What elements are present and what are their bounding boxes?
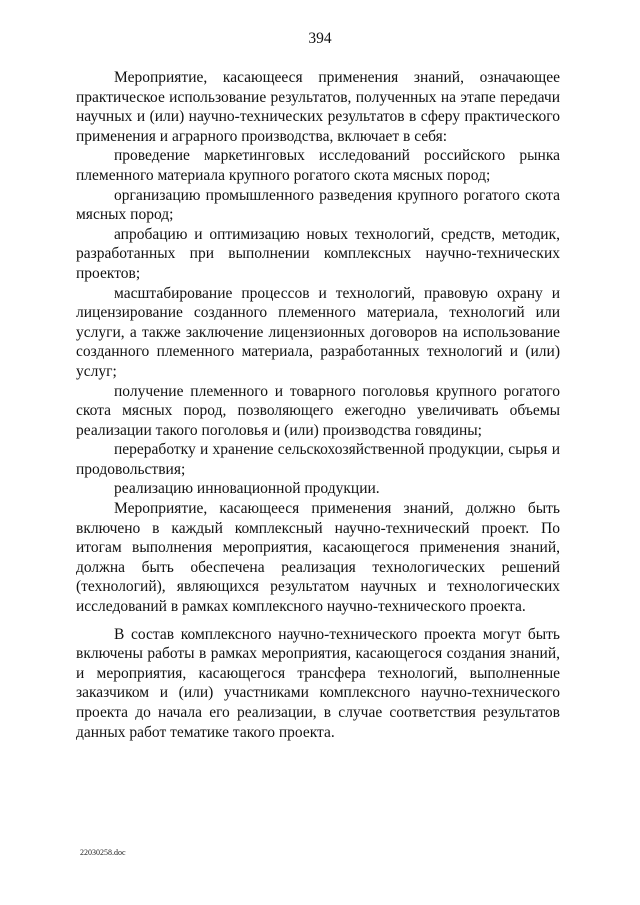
list-item-scaling-licensing: масштабирование процессов и технологий, правовую охрану и лицензирование созданного племенного материала, технологий или услуги, а также заключение лицензионных договоров на использование созданного племенного материала, разработанных технологий и (или) услуг; (76, 284, 560, 380)
list-item-innovative-products: реализацию инновационной продукции. (114, 480, 380, 498)
document-body (76, 68, 560, 742)
paragraph-project-composition: В состав комплексного научно-технического проекта могут быть включены работы в рамках мероприятия, касающегося создания знаний, и мероприятия, касающегося трансфера технологий, выполненные заказчиком и (или) участниками комплексного научно-технического проекта до начала его реализации, в случае соответствия результатов данных работ тематике такого проекта. (76, 625, 560, 741)
paragraph-inclusion-requirement: Мероприятие, касающееся применения знаний, должно быть включено в каждый комплексный научно-технический проект. По итогам выполнения мероприятия, касающегося применения знаний, должна быть обеспечена реализация технологических решений (технологий), являющихся результатом научных и технологических исследований в рамках комплексного научно-технического проекта. (76, 500, 560, 616)
list-item-industrial-breeding: организацию промышленного разведения крупного рогатого скота мясных пород; (76, 186, 560, 224)
list-item-livestock-production: получение племенного и товарного поголовья крупного рогатого скота мясных пород, позволяющего ежегодно увеличивать объемы реализации такого поголовья и (или) производства говядины; (76, 382, 560, 439)
list-item-processing-storage: переработку и хранение сельскохозяйственной продукции, сырья и продовольствия; (76, 441, 560, 478)
footer-file-name: 22030258.doc (80, 848, 126, 857)
list-item-technology-testing: апробацию и оптимизацию новых технологий, средств, методик, разработанных при выполнении комплексных научно-технических проектов; (76, 225, 560, 282)
page-number: 394 (308, 30, 332, 47)
paragraph-intro: Мероприятие, касающееся применения знаний, означающее практическое использование результатов, полученных на этапе передачи научных и (или) научно-технических результатов в сферу практического применения и аграрного производства, включает в себя: (76, 69, 560, 145)
list-item-marketing-research: проведение маркетинговых исследований российского рынка племенного материала крупного рогатого скота мясных пород; (76, 147, 560, 184)
